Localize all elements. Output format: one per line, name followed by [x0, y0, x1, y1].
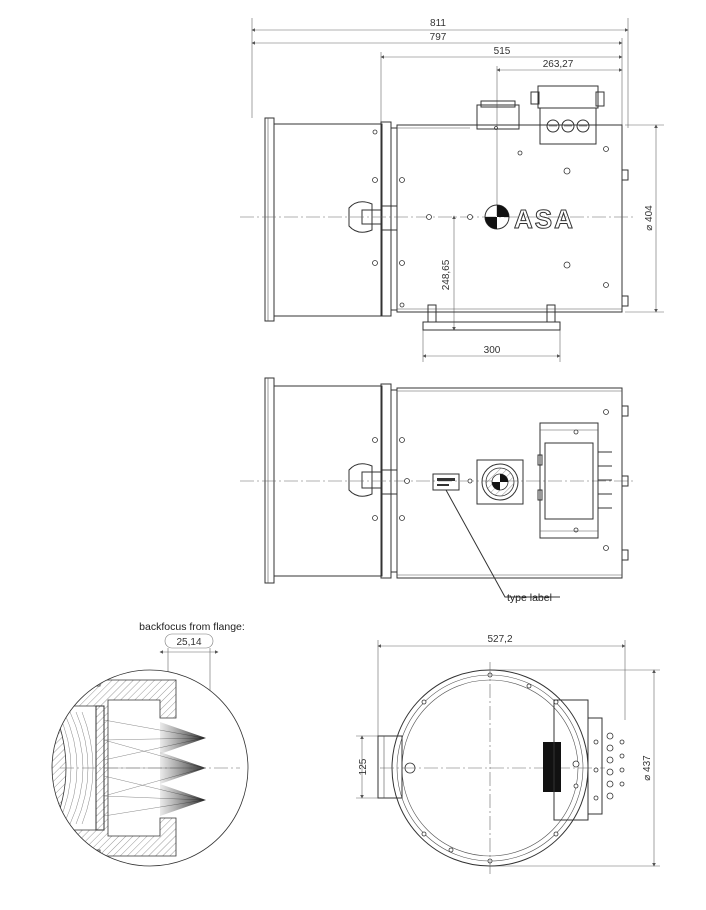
- dim-diameter-front: ⌀ 437: [642, 755, 653, 781]
- dim-overall-length: 811: [430, 18, 446, 29]
- mount-flange: [381, 122, 397, 316]
- dim-diameter-top: ⌀ 404: [644, 205, 655, 231]
- focus-knob-side: [349, 464, 382, 497]
- dim-body-length: 797: [429, 32, 447, 43]
- dim-flange-height: 125: [358, 758, 369, 776]
- front-electronics: [543, 700, 624, 820]
- dew-cap-side: [265, 378, 382, 583]
- type-label-leader: [446, 490, 560, 597]
- center-target-icon: [485, 205, 509, 229]
- type-label-callout: type label: [507, 592, 552, 604]
- top-connectors: [477, 86, 604, 144]
- backfocus-value: 25,14: [176, 637, 202, 648]
- electronics-box: [538, 423, 612, 538]
- side-view: [240, 378, 635, 604]
- dim-height: 248,65: [441, 259, 452, 291]
- right-connectors-top: [622, 170, 628, 306]
- top-view: [240, 18, 664, 362]
- front-connector-row: [594, 733, 624, 800]
- right-connectors-side: [622, 406, 628, 560]
- dim-rear-length: 515: [493, 46, 511, 57]
- detail-section: [40, 660, 260, 880]
- front-side-flange: [378, 736, 402, 798]
- top-dimensions: [252, 18, 664, 362]
- dim-center-offset: 263,27: [542, 59, 574, 70]
- front-view: [356, 634, 660, 874]
- cooling-fan: [477, 460, 523, 504]
- detail-view: [40, 621, 260, 880]
- dim-front-width: 527,2: [487, 634, 513, 645]
- backfocus-caption: backfocus from flange:: [139, 621, 245, 633]
- brand-logo: ASA: [514, 204, 575, 234]
- type-label-plate: [433, 474, 459, 490]
- dew-cap: [265, 118, 382, 321]
- dim-handle-length: 300: [483, 345, 501, 356]
